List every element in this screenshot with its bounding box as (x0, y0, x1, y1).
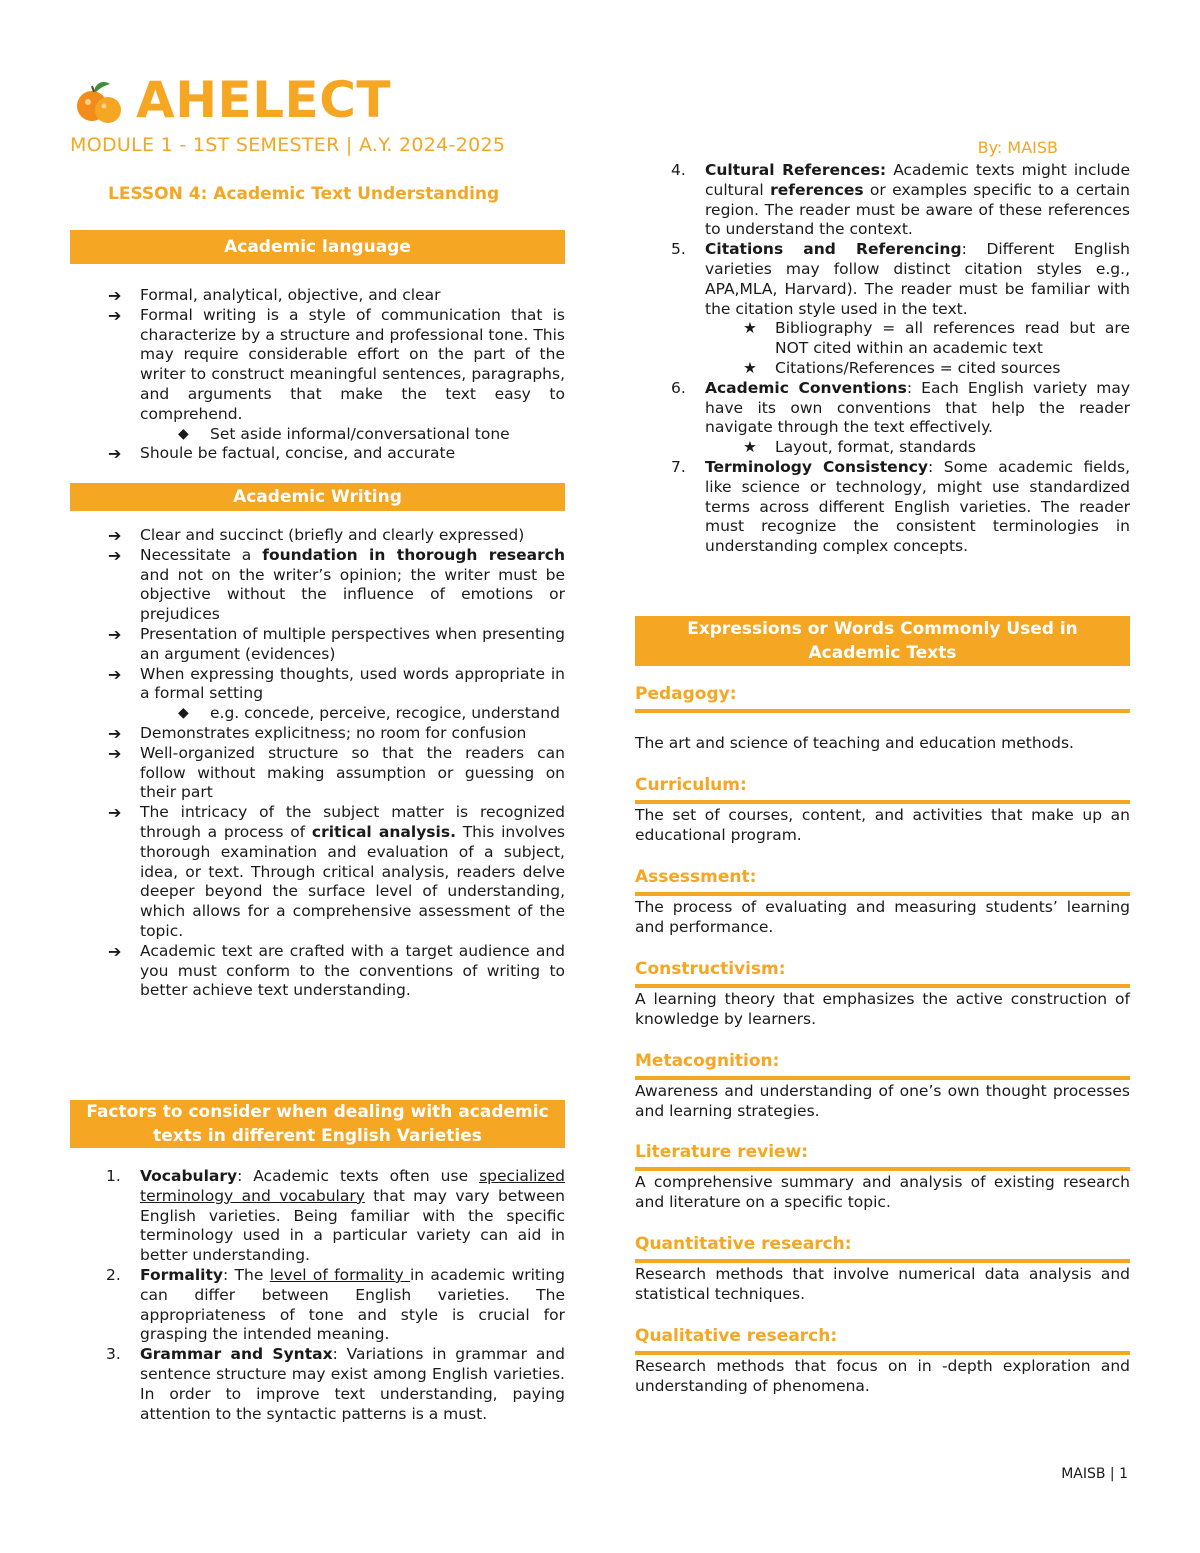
divider (635, 984, 1130, 988)
factors-list-right (635, 161, 1130, 557)
list-item: ➔ Clear and succinct (briefly and clearly expressed) (108, 526, 525, 545)
list-item: ➔ Formal, analytical, objective, and clear (108, 286, 441, 305)
orange-fruit-icon (70, 72, 130, 128)
section-expressions: Expressions or Words Commonly Used in Academic Texts (635, 616, 1130, 666)
section-factors: Factors to consider when dealing with academic texts in different English Varieties (70, 1100, 565, 1148)
term-pedagogy: Pedagogy: (635, 684, 737, 704)
list-item: ➔ The intricacy of the subject matter is recognized through a process of critical analysis. This involves thorough examination and evaluation of a subject, idea, or text. Through critical analysis, readers delve deeper beyond the surface level of understanding, which allows for a comprehensive assessment of the topic. (108, 803, 566, 940)
list-item: ➔ Necessitate a foundation in thorough research and not on the writer’s opinion; the writer must be objective without the influence of emotions or prejudices (108, 545, 565, 624)
list-item: 5. Citations and Referencing: Different English varieties may follow distinct citation styles e.g., APA,MLA, Harvard). The reader must be familiar with the citation style used in the text. (671, 240, 1130, 318)
sub-list-item: ◆ Set aside informal/conversational tone (178, 424, 510, 443)
page-header (70, 70, 1130, 160)
term-qualitative-research: Qualitative research: (635, 1326, 838, 1346)
arrow-icon: ➔ (108, 803, 122, 823)
list-item: 6. Academic Conventions: Each English variety may have its own conventions that help the reader navigate through the text effectively. (671, 378, 1130, 437)
list-item: 4. Cultural References: Academic texts might include cultural references or examples specific to a certain region. The reader must be aware of these references to understand the context. (671, 161, 1130, 239)
section-academic-language: Academic language (70, 230, 565, 264)
arrow-icon: ➔ (108, 624, 122, 644)
arrow-icon: ➔ (108, 526, 122, 545)
list-item: ➔ Academic text are crafted with a target audience and you must conform to the conventions of writing to better achieve text understanding. (108, 941, 565, 1000)
section-academic-writing: Academic Writing (70, 483, 565, 511)
star-bullet-icon: ★ (743, 358, 757, 377)
divider (635, 892, 1130, 896)
divider (635, 1076, 1130, 1080)
definition-metacognition: Awareness and understanding of one’s own thought processes and learning strategies. (635, 1082, 1130, 1120)
divider (635, 709, 1130, 713)
author-byline: By: MAISB (977, 138, 1058, 157)
arrow-icon: ➔ (108, 545, 122, 565)
definition-qualitative-research: Research methods that focus on in -depth exploration and understanding of phenomena. (635, 1357, 1130, 1395)
arrow-icon: ➔ (108, 286, 122, 305)
arrow-icon: ➔ (108, 664, 122, 684)
diamond-bullet-icon: ◆ (178, 705, 189, 722)
list-item: 2. Formality: The level of formality in academic writing can differ between English varieties. The appropriateness of tone and style is crucial for grasping the intended meaning. (106, 1265, 565, 1344)
divider (635, 1351, 1130, 1355)
lesson-title: LESSON 4: Academic Text Understanding (108, 184, 500, 204)
definition-curriculum: The set of courses, content, and activities that make up an educational program. (635, 806, 1130, 844)
term-constructivism: Constructivism: (635, 959, 786, 979)
definition-assessment: The process of evaluating and measuring students’ learning and performance. (635, 898, 1130, 936)
module-subtitle: MODULE 1 - 1ST SEMESTER | A.Y. 2024-2025 (70, 134, 506, 156)
diamond-bullet-icon: ◆ (178, 425, 189, 442)
list-item: 3. Grammar and Syntax: Variations in grammar and sentence structure may exist among English varieties. In order to improve text understanding, paying attention to the syntactic patterns is a must. (106, 1345, 565, 1423)
list-item: ➔ Presentation of multiple perspectives when presenting an argument (evidences) (108, 624, 565, 663)
term-metacognition: Metacognition: (635, 1051, 780, 1071)
term-assessment: Assessment: (635, 867, 757, 887)
sub-list-item: ★ Citations/References = cited sources (743, 358, 1061, 377)
arrow-icon: ➔ (108, 305, 122, 325)
page-footer: MAISB | 1 (1061, 1466, 1128, 1482)
divider (635, 1259, 1130, 1263)
definition-literature-review: A comprehensive summary and analysis of existing research and literature on a specific topic. (635, 1173, 1130, 1211)
arrow-icon: ➔ (108, 941, 122, 961)
arrow-icon: ➔ (108, 444, 122, 464)
star-bullet-icon: ★ (743, 438, 757, 457)
arrow-icon: ➔ (108, 743, 122, 763)
academic-language-list (70, 286, 565, 464)
term-literature-review: Literature review: (635, 1142, 809, 1162)
list-item: ➔ Demonstrates explicitness; no room for confusion (108, 723, 527, 743)
logo-row (70, 70, 1130, 130)
list-item: ➔ Formal writing is a style of communication that is characterize by a structure and professional tone. This may require considerable effort on the part of the writer to construct meaningful sentences, paragraphs, and arguments that make the text easy to comprehend. (108, 305, 565, 423)
list-item: 7. Terminology Consistency: Some academic fields, like science or technology, might use standardized terms across different English varieties. The reader must recognize the consistent terminologies in understanding complex concepts. (671, 457, 1130, 556)
sub-list-item: ◆ e.g. concede, perceive, recogice, understand (178, 704, 560, 723)
definition-constructivism: A learning theory that emphasizes the active construction of knowledge by learners. (635, 990, 1130, 1028)
divider (635, 1167, 1130, 1171)
brand-title: AHELECT (136, 71, 392, 129)
sub-list-item: ★ Bibliography = all references read but are NOT cited within an academic text (743, 319, 1130, 358)
star-bullet-icon: ★ (743, 319, 757, 338)
sub-list-item: ★ Layout, format, standards (743, 438, 976, 457)
divider (635, 800, 1130, 804)
academic-writing-list (70, 526, 565, 1001)
factors-list-left (70, 1167, 565, 1424)
definition-quantitative-research: Research methods that involve numerical data analysis and statistical techniques. (635, 1265, 1130, 1303)
list-item: ➔ When expressing thoughts, used words appropriate in a formal setting (108, 664, 565, 703)
list-item: 1. Vocabulary: Academic texts often use specialized terminology and vocabulary that may vary between English varieties. Being familiar with the specific terminology used in a particular variety can aid in better understanding. (106, 1167, 565, 1265)
list-item: ➔ Well-organized structure so that the readers can follow without making assumption or guessing on their part (108, 743, 565, 802)
arrow-icon: ➔ (108, 723, 122, 743)
definition-pedagogy: The art and science of teaching and education methods. (635, 734, 1074, 752)
list-item: ➔ Shoule be factual, concise, and accurate (108, 444, 456, 464)
term-curriculum: Curriculum: (635, 775, 747, 795)
term-quantitative-research: Quantitative research: (635, 1234, 852, 1254)
